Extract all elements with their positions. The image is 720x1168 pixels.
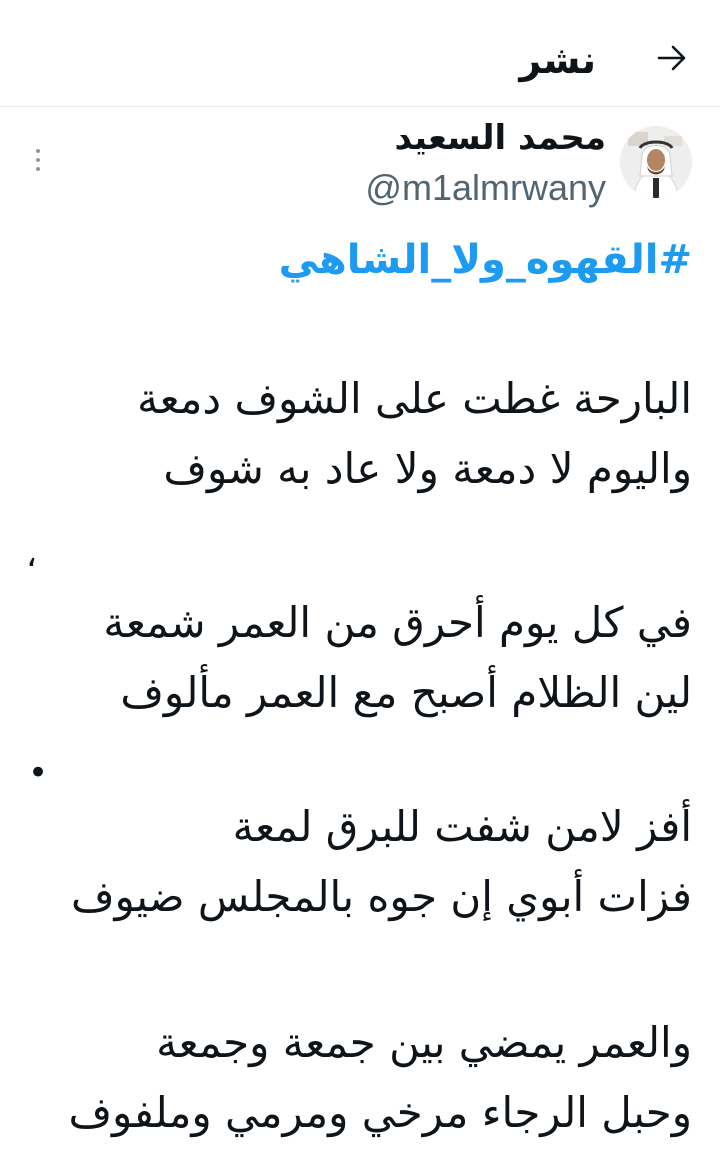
- stanza: [28, 792, 692, 932]
- poem-line: في كل يوم أحرق من العمر شمعة: [103, 598, 692, 647]
- poem-line: لين الظلام أصبح مع العمر مألوف: [120, 668, 692, 717]
- back-button[interactable]: [652, 38, 692, 78]
- author-display-name[interactable]: محمد السعيد: [394, 118, 606, 158]
- poem-line: والعمر يمضي بين جمعة وجمعة: [156, 1018, 692, 1067]
- poem-line: وحبل الرجاء مرخي ومرمي وملفوف: [68, 1088, 692, 1137]
- stanza: [28, 588, 692, 728]
- poem-line: واليوم لا دمعة ولا عاد به شوف: [163, 444, 692, 493]
- more-vertical-icon: [36, 149, 40, 153]
- more-options-button[interactable]: [26, 142, 50, 178]
- stanza: [28, 1008, 692, 1148]
- avatar-image: [620, 126, 692, 198]
- poem-line: فزات أبوي إن جوه بالمجلس ضيوف: [70, 872, 692, 921]
- header-divider: [0, 106, 720, 107]
- page-title: نشر: [519, 38, 596, 82]
- poem-line: البارحة غطت على الشوف دمعة: [137, 374, 692, 423]
- author-handle[interactable]: @m1almrwany: [365, 167, 606, 208]
- stanza-separator: •: [28, 753, 49, 793]
- hashtag-link[interactable]: #القهوه_ولا_الشاهي: [278, 237, 692, 283]
- stanza: [28, 364, 692, 504]
- avatar[interactable]: [620, 126, 692, 198]
- arrow-right-icon: [657, 45, 687, 71]
- poem-line: أفز لامن شفت للبرق لمعة: [232, 802, 692, 851]
- stanza-separator: ،: [26, 535, 37, 575]
- tweet-text: [28, 364, 692, 1148]
- top-bar: [0, 0, 720, 106]
